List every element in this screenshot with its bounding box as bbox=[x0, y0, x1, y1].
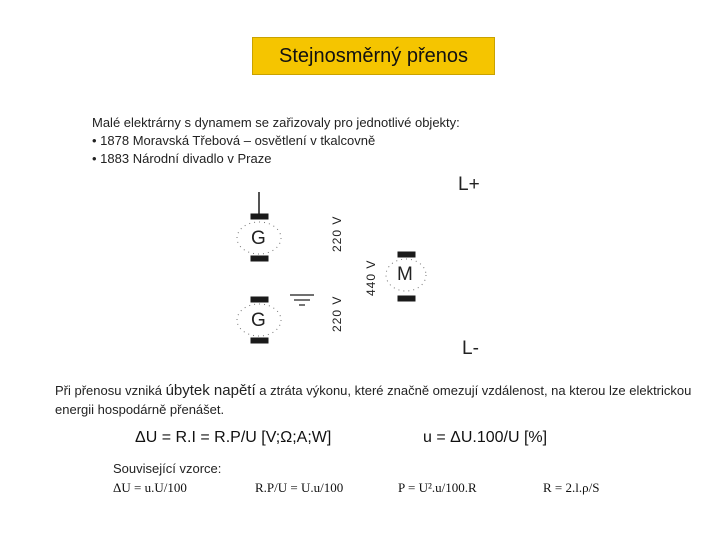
slide-title-text: Stejnosměrný přenos bbox=[279, 44, 468, 67]
motor-label: M bbox=[397, 264, 413, 285]
related-formula: ΔU = u.U/100 bbox=[113, 480, 187, 495]
related-formula: P = U².u/100.R bbox=[398, 480, 477, 495]
related-formula: R.P/U = U.u/100 bbox=[255, 480, 344, 495]
main-formula: ΔU = R.I = R.P/U [V;Ω;A;W] bbox=[135, 429, 332, 446]
motor-brush bbox=[398, 296, 415, 301]
intro-line: Malé elektrárny s dynamem se zařizovaly pro jednotlivé objekty: bbox=[92, 115, 460, 130]
intro-bullet: • 1883 Národní divadlo v Praze bbox=[92, 151, 272, 166]
voltage-bottom-label: 220 V bbox=[330, 295, 344, 332]
related-formulas-label: Související vzorce: bbox=[113, 461, 222, 476]
rail-positive-label: L+ bbox=[458, 174, 480, 195]
generator-bottom-brush bbox=[251, 297, 268, 302]
generator-top-label: G bbox=[251, 228, 266, 249]
voltage-top-label: 220 V bbox=[330, 215, 344, 252]
paragraph-text: Při přenosu vzniká bbox=[55, 383, 166, 398]
voltage-motor-label: 440 V bbox=[364, 259, 378, 296]
paragraph-highlight: úbytek napětí bbox=[165, 382, 256, 399]
paragraph-text: a ztráta výkonu, které značně omezují vzdálenost, na kterou lze elektrickou energii hospodárně přenášet. bbox=[55, 383, 692, 417]
generator-bottom-label: G bbox=[251, 310, 266, 331]
motor-brush bbox=[398, 252, 415, 257]
explanation-paragraph bbox=[55, 381, 695, 419]
related-formula: R = 2.l.ρ/S bbox=[543, 480, 600, 495]
generator-bottom-brush bbox=[251, 338, 268, 343]
rail-negative-label: L- bbox=[462, 338, 479, 359]
generator-top-brush bbox=[251, 214, 268, 219]
percent-formula: u = ΔU.100/U [%] bbox=[423, 429, 548, 446]
generator-top-brush bbox=[251, 256, 268, 261]
intro-bullet: • 1878 Moravská Třebová – osvětlení v tkalcovně bbox=[92, 133, 376, 148]
